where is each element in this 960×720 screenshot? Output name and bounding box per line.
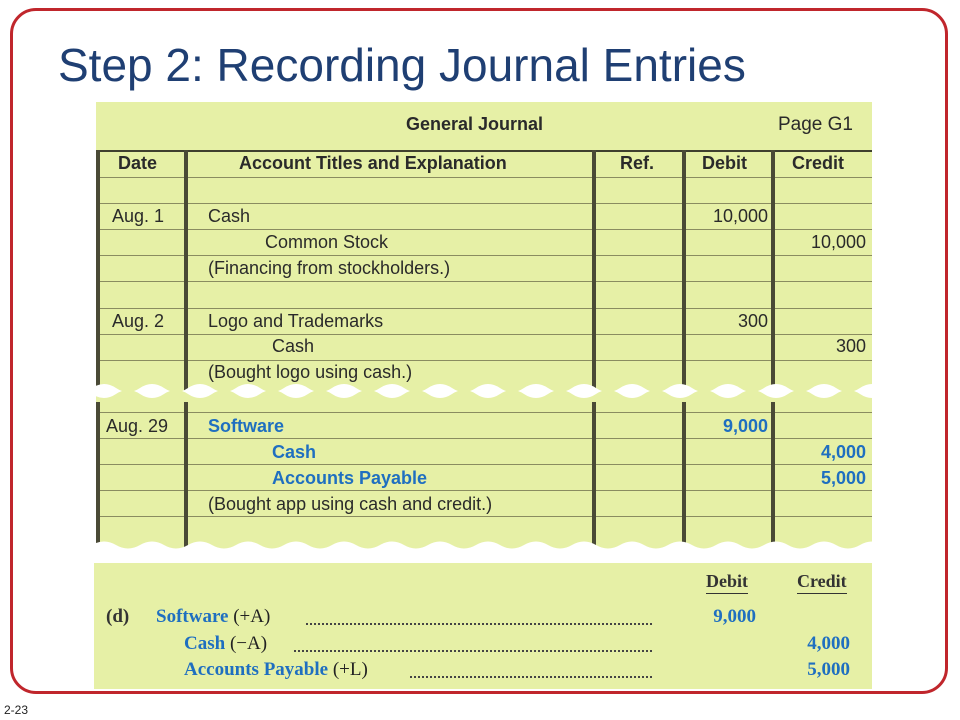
row-rule [96, 281, 872, 282]
header-ref: Ref. [620, 153, 655, 173]
summary-header-debit: Debit [706, 571, 748, 594]
credit-account: Cash [272, 442, 317, 462]
summary-box [94, 563, 872, 689]
torn-edge-divider [96, 380, 872, 402]
summary-credit: 4,000 [807, 633, 850, 654]
summary-line [184, 659, 368, 681]
debit-account: Cash [208, 206, 251, 226]
summary-header-credit: Credit [797, 571, 847, 594]
torn-bottom-edge [96, 538, 872, 550]
column-rule [184, 150, 188, 550]
slide-number: 2-23 [4, 703, 29, 717]
row-rule [96, 516, 872, 517]
summary-account: Accounts Payable [184, 659, 329, 680]
row-rule [96, 490, 872, 491]
row-rule [96, 438, 872, 439]
header-rule [96, 150, 872, 152]
row-rule [96, 308, 872, 309]
leader-dots [294, 650, 652, 652]
header-account: Account Titles and Explanation [239, 153, 507, 173]
summary-label: (d) [106, 606, 130, 627]
row-rule [96, 334, 872, 335]
entry-date: Aug. 2 [112, 311, 165, 331]
entry-explanation: (Bought app using cash and credit.) [208, 494, 493, 514]
credit-amount: 10,000 [810, 232, 866, 252]
debit-amount: 10,000 [712, 206, 768, 226]
row-rule [96, 255, 872, 256]
slide-title: Step 2: Recording Journal Entries [58, 39, 746, 91]
summary-debit: 9,000 [713, 606, 756, 627]
entry-date: Aug. 1 [112, 206, 165, 226]
header-bottom-rule [96, 177, 872, 178]
row-rule [96, 464, 872, 465]
journal-page: Page G1 [778, 114, 853, 135]
summary-effect: (+A) [233, 606, 271, 627]
credit-amount: 5,000 [820, 468, 866, 488]
column-rule [96, 150, 100, 550]
header-date: Date [118, 153, 158, 173]
credit-account: Cash [272, 336, 315, 356]
general-journal [96, 102, 872, 550]
summary-credit: 5,000 [807, 659, 850, 680]
row-rule [96, 203, 872, 204]
debit-account: Logo and Trademarks [208, 311, 384, 331]
leader-dots [410, 676, 652, 678]
column-rule [771, 150, 775, 550]
summary-account: Software [156, 606, 229, 627]
credit-account: Accounts Payable [272, 468, 428, 488]
column-rule [592, 150, 596, 550]
debit-account: Software [208, 416, 285, 436]
credit-amount: 4,000 [820, 442, 866, 462]
header-debit: Debit [702, 153, 747, 173]
row-rule [96, 229, 872, 230]
debit-amount: 9,000 [722, 416, 768, 436]
header-credit: Credit [792, 153, 845, 173]
debit-amount: 300 [737, 311, 768, 331]
credit-amount: 300 [835, 336, 866, 356]
summary-effect: (−A) [229, 633, 268, 654]
column-rule [682, 150, 686, 550]
summary-line [156, 606, 270, 628]
row-rule [96, 360, 872, 361]
row-rule [96, 412, 872, 413]
entry-explanation: (Bought logo using cash.) [208, 362, 413, 382]
leader-dots [306, 623, 652, 625]
summary-effect: (+L) [332, 659, 368, 680]
entry-explanation: (Financing from stockholders.) [208, 258, 451, 278]
summary-account: Cash [184, 633, 226, 654]
summary-line [184, 633, 267, 655]
credit-account: Common Stock [265, 232, 389, 252]
journal-name: General Journal [406, 114, 544, 134]
entry-date: Aug. 29 [106, 416, 169, 436]
